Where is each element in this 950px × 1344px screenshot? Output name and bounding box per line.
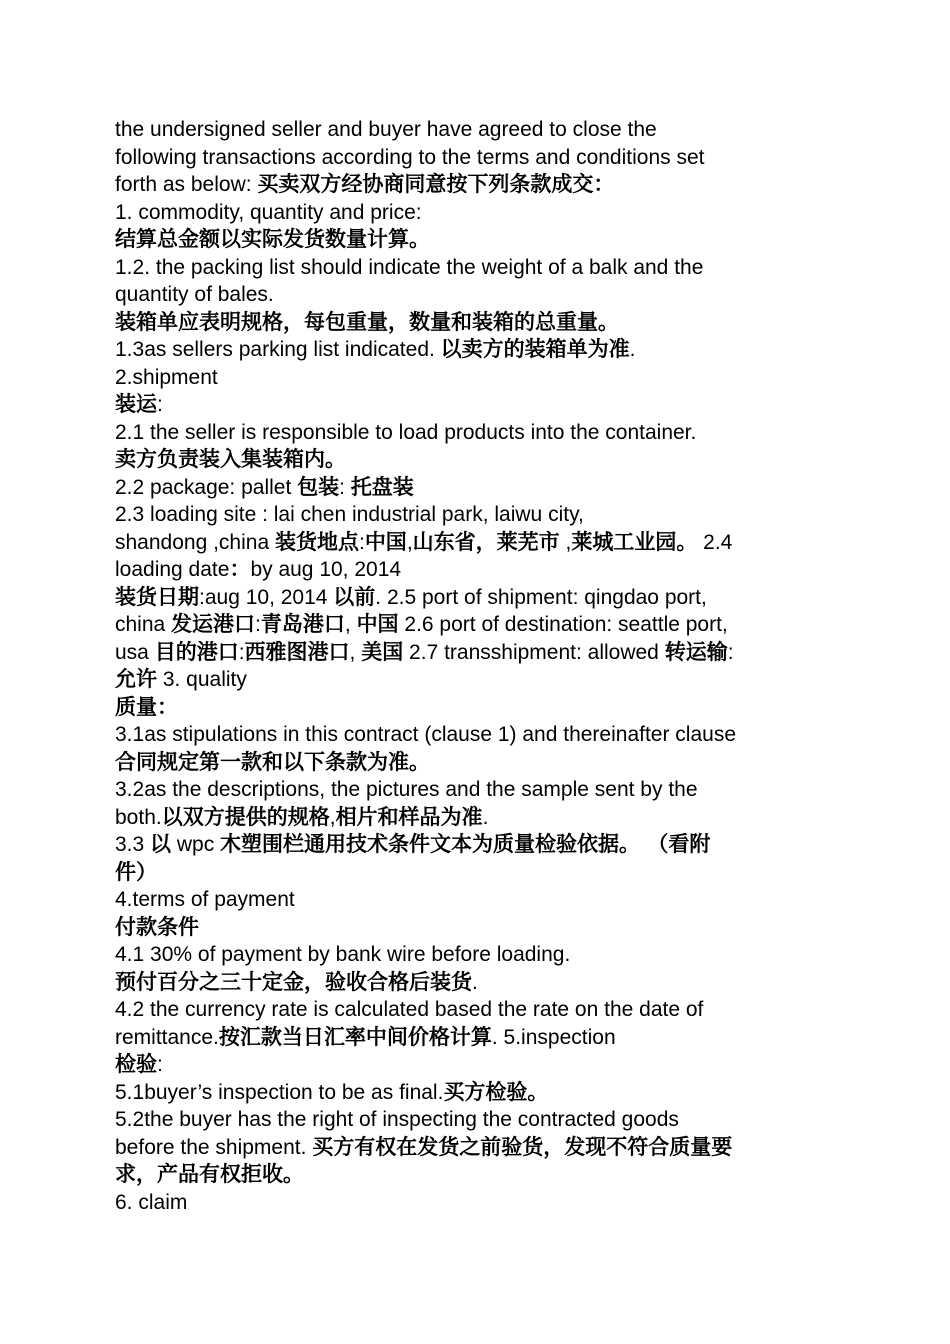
intro-line-2: following transactions according to the terms and conditions set (115, 145, 705, 169)
clause-1-2-chinese: 装箱单应表明规格，每包重量，数量和装箱的总重量。 (115, 309, 619, 334)
clause-4-1-chinese: 预付百分之三十定金，验收合格后装货. (115, 969, 478, 994)
clause-2-2: 2.2 package: pallet 包装: 托盘装 (115, 474, 414, 499)
clause-4-heading: 4.terms of payment (115, 888, 295, 911)
clause-1-3: 1.3as sellers parking list indicated. 以卖方的装箱单为准. (115, 337, 636, 361)
clause-2-6: usa 目的港口:西雅图港口, 美国 2.7 transshipment: allowed 转运输: (115, 639, 734, 664)
clause-5-1: 5.1buyer’s inspection to be as final.买方检验。 (115, 1079, 549, 1104)
clause-5-2-line-1: 5.2the buyer has the right of inspecting the contracted goods (115, 1108, 679, 1131)
clause-3-3-line-1: 3.3 以 wpc 木塑围栏通用技术条件文本为质量检验依据。 （看附 (115, 832, 711, 856)
clause-3-2-line-2: both.以双方提供的规格,相片和样品为准. (115, 804, 489, 829)
clause-4-2-line-2: remittance.按汇款当日汇率中间价格计算. 5.inspection (115, 1024, 616, 1049)
clause-3-3-line-2: 件） (115, 859, 157, 884)
clause-4-chinese: 付款条件 (115, 914, 199, 939)
clause-2-heading: 2.shipment (115, 365, 218, 389)
clause-6-heading: 6. claim (115, 1190, 188, 1214)
clause-2-3-line-1: 2.3 loading site : lai chen industrial park, laiwu city, (115, 503, 584, 526)
clause-1-chinese: 结算总金额以实际发货数量计算。 (115, 227, 430, 251)
clause-5-2-line-2: before the shipment. 买方有权在发货之前验货，发现不符合质量要 (115, 1134, 733, 1159)
clause-2-5: china 发运港口:青岛港口, 中国 2.6 port of destination: seattle port, (115, 612, 728, 636)
clause-4-2-line-1: 4.2 the currency rate is calculated based the rate on the date of (115, 998, 704, 1021)
clause-2-4: loading date：by aug 10, 2014 (115, 557, 402, 581)
clause-5-2-line-3: 求，产品有权拒收。 (115, 1162, 304, 1186)
clause-1-heading: 1. commodity, quantity and price: (115, 200, 422, 224)
clause-5-chinese: 检验: (115, 1052, 163, 1076)
clause-2-7-and-3-heading: 允许 3. quality (115, 667, 247, 691)
intro-line-3: forth as below: 买卖双方经协商同意按下列条款成交： (115, 172, 615, 196)
clause-2-1-chinese: 卖方负责装入集装箱内。 (115, 447, 346, 471)
intro-line-1: the undersigned seller and buyer have agreed to close the (115, 118, 657, 141)
clause-2-4-chinese: 装货日期:aug 10, 2014 以前. 2.5 port of shipment: qingdao port, (115, 584, 707, 609)
clause-1-2-line-2: quantity of bales. (115, 283, 274, 306)
clause-3-1: 3.1as stipulations in this contract (clause 1) and thereinafter clause (115, 723, 737, 746)
contract-document (115, 116, 835, 1216)
clause-2-1: 2.1 the seller is responsible to load products into the container. (115, 420, 697, 444)
clause-3-chinese: 质量： (115, 694, 178, 719)
clause-3-1-chinese: 合同规定第一款和以下条款为准。 (115, 749, 430, 774)
clause-2-3-line-2: shandong ,china 装货地点:中国,山东省，莱芜市 ,莱城工业园。 2.4 (115, 529, 733, 554)
clause-1-2-line-1: 1.2. the packing list should indicate the weight of a balk and the (115, 255, 704, 279)
clause-2-chinese: 装运: (115, 392, 163, 416)
clause-3-2-line-1: 3.2as the descriptions, the pictures and the sample sent by the (115, 778, 698, 801)
clause-4-1: 4.1 30% of payment by bank wire before loading. (115, 943, 571, 966)
